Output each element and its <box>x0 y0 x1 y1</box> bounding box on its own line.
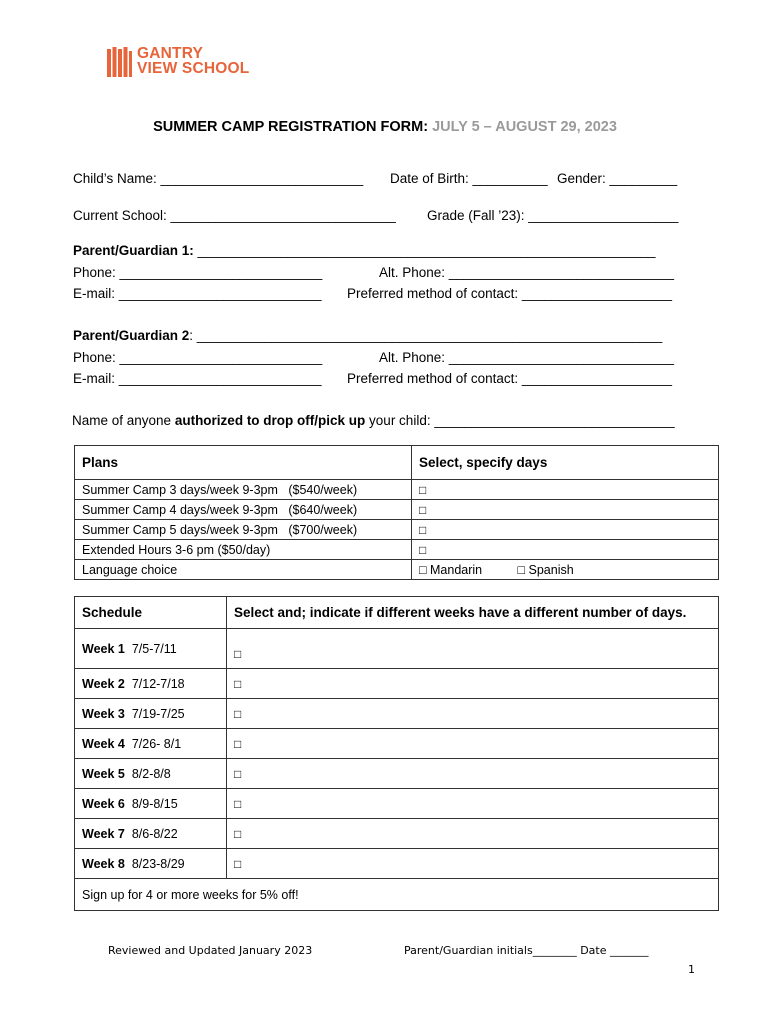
guardian2-label: Parent/Guardian 2 <box>73 328 190 343</box>
plan-checkbox[interactable]: □ <box>412 500 719 520</box>
week-label: Week 1 <box>82 641 125 656</box>
week-checkbox[interactable]: □ <box>227 819 719 849</box>
guardian2-name-field[interactable] <box>73 328 662 343</box>
grade-field[interactable]: Grade (Fall ’23): ____________________ <box>427 208 679 223</box>
authorized-pickup-field[interactable] <box>72 413 675 428</box>
language-row <box>75 560 719 580</box>
guardian1-preferred-contact-field[interactable]: Preferred method of contact: ____________________ <box>347 286 673 301</box>
logo-line-2: VIEW SCHOOL <box>137 60 250 77</box>
week-label: Week 8 <box>82 856 125 871</box>
week-checkbox[interactable]: □ <box>227 849 719 879</box>
guardian2-email-field[interactable]: E-mail: ___________________________ <box>73 371 322 386</box>
discount-row <box>75 879 719 911</box>
language-label: Language choice <box>75 560 412 580</box>
guardian1-email-field[interactable]: E-mail: ___________________________ <box>73 286 322 301</box>
child-name-field[interactable]: Child’s Name: ___________________________ <box>73 171 364 186</box>
title-main: SUMMER CAMP REGISTRATION FORM: <box>153 119 429 135</box>
week-row <box>75 759 719 789</box>
plan-checkbox[interactable]: □ <box>412 520 719 540</box>
week-dates: 8/9-8/15 <box>131 796 178 811</box>
guardian2-alt-phone-field[interactable]: Alt. Phone: ______________________________ <box>379 350 675 365</box>
logo-wordmark <box>137 46 249 76</box>
plan-label: Summer Camp 5 days/week 9-3pm ($700/week) <box>75 520 412 540</box>
week-dates: 8/23-8/29 <box>131 856 185 871</box>
week-row <box>75 849 719 879</box>
plans-header-left: Plans <box>75 446 412 480</box>
guardian1-line: _____________________________________________________________ <box>193 243 656 258</box>
gender-field[interactable]: Gender: _________ <box>557 171 678 186</box>
spanish-checkbox[interactable]: □ Spanish <box>517 562 574 577</box>
schedule-table <box>74 596 719 911</box>
week-checkbox[interactable]: □ <box>227 669 719 699</box>
week-dates: 7/26- 8/1 <box>131 736 182 751</box>
guardian1-alt-phone-field[interactable]: Alt. Phone: ______________________________ <box>379 265 675 280</box>
week-label: Week 6 <box>82 796 125 811</box>
plans-header-row <box>75 446 719 480</box>
week-checkbox[interactable]: □ <box>227 789 719 819</box>
plan-row <box>75 540 719 560</box>
guardian2-line: : ______________________________________________________________ <box>189 328 663 343</box>
week-row <box>75 629 719 669</box>
week-row <box>75 669 719 699</box>
week-dates: 7/5-7/11 <box>131 641 177 656</box>
week-label: Week 4 <box>82 736 125 751</box>
plan-row <box>75 480 719 500</box>
guardian2-preferred-contact-field[interactable]: Preferred method of contact: ____________________ <box>347 371 673 386</box>
week-dates: 7/12-7/18 <box>131 676 185 691</box>
pickup-text-after: your child: ________________________________ <box>365 413 675 428</box>
schedule-header-left: Schedule <box>75 597 227 629</box>
week-checkbox[interactable]: □ <box>227 629 719 669</box>
plan-label: Extended Hours 3-6 pm ($50/day) <box>75 540 412 560</box>
week-dates: 8/6-8/22 <box>131 826 178 841</box>
week-row <box>75 789 719 819</box>
plan-row <box>75 520 719 540</box>
school-logo <box>107 45 267 81</box>
guardian1-name-field[interactable] <box>73 243 656 258</box>
schedule-header-row <box>75 597 719 629</box>
building-icon <box>107 47 133 79</box>
week-dates: 8/2-8/8 <box>131 766 171 781</box>
form-title <box>0 119 770 135</box>
plan-label: Summer Camp 3 days/week 9-3pm ($540/week) <box>75 480 412 500</box>
week-label: Week 3 <box>82 706 125 721</box>
reviewed-note: Reviewed and Updated January 2023 <box>108 944 313 957</box>
mandarin-checkbox[interactable]: □ Mandarin <box>419 562 483 577</box>
plan-row <box>75 500 719 520</box>
school-field[interactable]: Current School: ______________________________ <box>73 208 396 223</box>
plan-label: Summer Camp 4 days/week 9-3pm ($640/week) <box>75 500 412 520</box>
pickup-text-bold: authorized to drop off/pick up <box>174 413 366 428</box>
schedule-header-right: Select and; indicate if different weeks have a different number of days. <box>227 597 719 629</box>
guardian2-phone-field[interactable]: Phone: ___________________________ <box>73 350 323 365</box>
week-label: Week 5 <box>82 766 125 781</box>
logo-line-1: GANTRY <box>137 45 204 62</box>
week-checkbox[interactable]: □ <box>227 699 719 729</box>
week-row <box>75 729 719 759</box>
plan-checkbox[interactable]: □ <box>412 540 719 560</box>
week-row <box>75 819 719 849</box>
week-checkbox[interactable]: □ <box>227 759 719 789</box>
guardian1-phone-field[interactable]: Phone: ___________________________ <box>73 265 323 280</box>
plan-checkbox[interactable]: □ <box>412 480 719 500</box>
week-label: Week 7 <box>82 826 125 841</box>
dob-field[interactable]: Date of Birth: __________ <box>390 171 548 186</box>
plans-header-right: Select, specify days <box>412 446 719 480</box>
language-options <box>412 560 719 580</box>
week-row <box>75 699 719 729</box>
week-label: Week 2 <box>82 676 125 691</box>
pickup-text-before: Name of anyone <box>72 413 175 428</box>
week-checkbox[interactable]: □ <box>227 729 719 759</box>
guardian1-label: Parent/Guardian 1: <box>73 243 194 258</box>
week-dates: 7/19-7/25 <box>131 706 185 721</box>
plans-table <box>74 445 719 580</box>
discount-note: Sign up for 4 or more weeks for 5% off! <box>75 879 719 911</box>
page-number: 1 <box>688 963 695 976</box>
initials-field[interactable]: Parent/Guardian initials________ Date _______ <box>404 944 649 957</box>
title-dates: JULY 5 – AUGUST 29, 2023 <box>432 119 617 135</box>
